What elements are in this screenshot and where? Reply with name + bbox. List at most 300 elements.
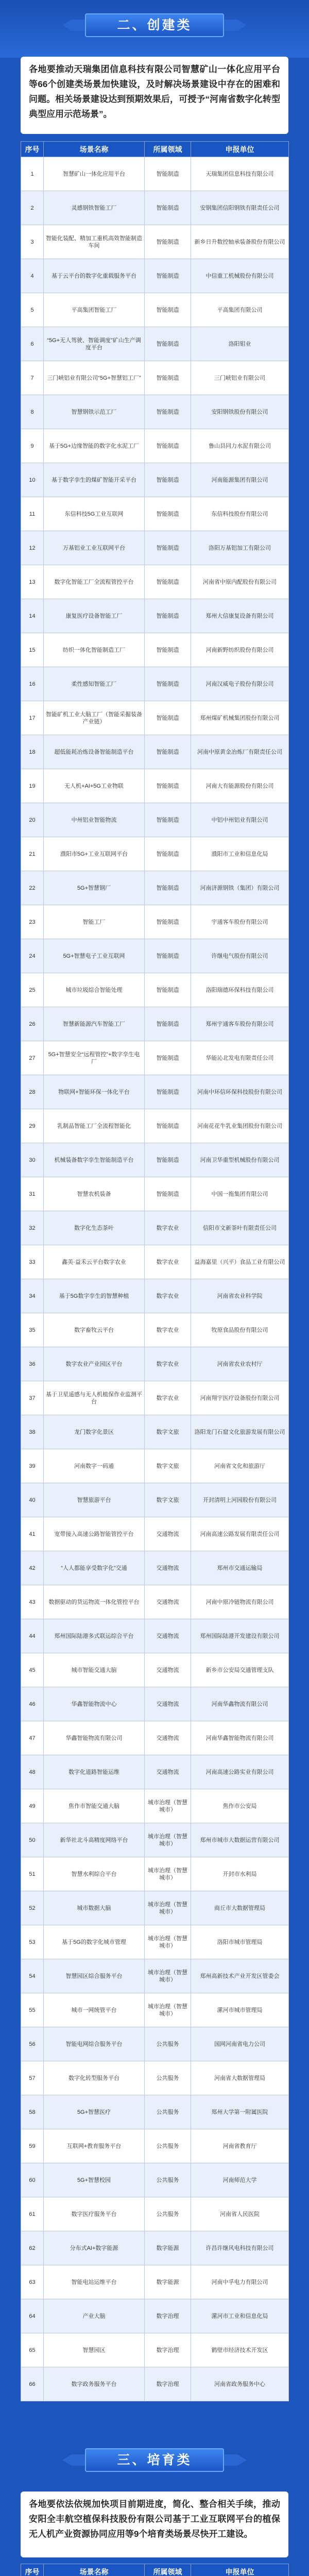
table-row	[21, 565, 289, 599]
cell-scene: 东信科技5G工业互联网	[44, 497, 145, 531]
table-row	[21, 633, 289, 667]
cell-field: 交通物流	[145, 1619, 191, 1653]
cell-index: 4	[21, 259, 44, 293]
cell-field: 智能制造	[145, 191, 191, 225]
cell-index: 30	[21, 1143, 44, 1177]
cell-index: 3	[21, 225, 44, 259]
cell-scene: 数字政务服务平台	[44, 2367, 145, 2401]
cell-field: 数字农业	[145, 1279, 191, 1313]
table-row	[21, 1891, 289, 1925]
cell-scene: 数字化生态茶叶	[44, 1211, 145, 1245]
cell-unit: 华能沁北发电有限责任公司	[191, 1041, 289, 1075]
cell-field: 智能制造	[145, 1041, 191, 1075]
table-row	[21, 395, 289, 429]
table-row	[21, 701, 289, 735]
table-row	[21, 1959, 289, 1993]
cell-scene: 新华社北斗高精度网络平台	[44, 1823, 145, 1857]
cell-field: 智能制造	[145, 259, 191, 293]
cell-unit: 郑州市城市大数据运营有限公司	[191, 1823, 289, 1857]
cell-unit: 牧原食品股份有限公司	[191, 1313, 289, 1347]
cell-scene: 数字化智能工厂全流程管控平台	[44, 565, 145, 599]
table-row	[21, 735, 289, 769]
cell-field: 交通物流	[145, 1551, 191, 1585]
cell-unit: 三门峡铝业有限公司	[191, 361, 289, 395]
table-row	[21, 1007, 289, 1041]
table-row	[21, 2027, 289, 2061]
table-row	[21, 327, 289, 361]
cell-unit: 洛阳市城市管理局	[191, 1925, 289, 1959]
cell-unit: 平高集团有限公司	[191, 293, 289, 327]
cell-scene: “5G+无人驾驶、智能调度”矿山生产调度平台	[44, 327, 145, 361]
cell-scene: 互联网+教育服务平台	[44, 2129, 145, 2163]
table-row	[21, 2129, 289, 2163]
cell-index: 42	[21, 1551, 44, 1585]
cell-unit: 漯河市工业和信息化局	[191, 2299, 289, 2333]
cell-field: 智能制造	[145, 905, 191, 939]
col-header-field: 所属领域	[145, 2564, 191, 2576]
cell-scene: 智能电站运维平台	[44, 2265, 145, 2299]
cell-field: 智能制造	[145, 1143, 191, 1177]
cell-unit: 河南华鑫智能物流有限公司	[191, 1721, 289, 1755]
cell-index: 36	[21, 1347, 44, 1381]
cell-index: 48	[21, 1755, 44, 1789]
cell-field: 数字农业	[145, 1245, 191, 1279]
cell-field: 公共服务	[145, 2163, 191, 2197]
table-row	[21, 2163, 289, 2197]
table-row	[21, 871, 289, 905]
cell-index: 43	[21, 1585, 44, 1619]
cell-index: 16	[21, 667, 44, 701]
cell-field: 智能制造	[145, 157, 191, 191]
cell-index: 54	[21, 1959, 44, 1993]
cell-index: 60	[21, 2163, 44, 2197]
section-title-banner	[85, 13, 224, 37]
cell-unit: 河南新野纺织股份有限公司	[191, 633, 289, 667]
cell-field: 交通物流	[145, 1517, 191, 1551]
cell-unit: 许昌许继风电科技有限公司	[191, 2231, 289, 2265]
table-row	[21, 259, 289, 293]
cell-scene: 华鑫智能物流中心	[44, 1687, 145, 1721]
cell-scene: 智慧旅游平台	[44, 1483, 145, 1517]
cell-index: 44	[21, 1619, 44, 1653]
cell-index: 47	[21, 1721, 44, 1755]
cell-field: 交通物流	[145, 1755, 191, 1789]
cell-scene: 纺织一体化智能制造工厂	[44, 633, 145, 667]
cell-unit: 河南大有能源股份有限公司	[191, 769, 289, 803]
cell-index: 22	[21, 871, 44, 905]
cell-index: 25	[21, 973, 44, 1007]
cell-unit: 新乡市公安局交通管理支队	[191, 1653, 289, 1687]
cell-index: 18	[21, 735, 44, 769]
section-cultivate	[0, 2448, 309, 2472]
cell-field: 交通物流	[145, 1687, 191, 1721]
cell-unit: 开封清明上河园股份有限公司	[191, 1483, 289, 1517]
cell-unit: 郑州大学第一附属医院	[191, 2095, 289, 2129]
cell-field: 数字能源	[145, 2265, 191, 2299]
table-row	[21, 1279, 289, 1313]
cell-index: 40	[21, 1483, 44, 1517]
col-header-scene: 场景名称	[44, 142, 145, 157]
cell-scene: 数字畜牧云平台	[44, 1313, 145, 1347]
cell-scene: 乳制品智能工厂全流程智能化	[44, 1109, 145, 1143]
cell-index: 63	[21, 2265, 44, 2299]
cell-index: 62	[21, 2231, 44, 2265]
cell-unit: 郑州大信康复设备有限公司	[191, 599, 289, 633]
cell-scene: 中州铝业智能物流	[44, 803, 145, 837]
cell-field: 数字治理	[145, 2367, 191, 2401]
cell-field: 智能制造	[145, 497, 191, 531]
cell-field: 智能制造	[145, 667, 191, 701]
cell-unit: 开封市水利局	[191, 1857, 289, 1891]
cell-field: 数字文旅	[145, 1483, 191, 1517]
col-header-index: 序号	[21, 142, 44, 157]
cell-field: 智能制造	[145, 803, 191, 837]
cell-scene: 智慧钢铁示范工厂	[44, 395, 145, 429]
cell-field: 交通物流	[145, 1721, 191, 1755]
cell-unit: 宇通客车股份有限公司	[191, 905, 289, 939]
cell-index: 5	[21, 293, 44, 327]
cell-index: 65	[21, 2333, 44, 2367]
table-row	[21, 191, 289, 225]
cell-unit: 中铝中州铝业有限公司	[191, 803, 289, 837]
cell-unit: 郑州市交通运输局	[191, 1551, 289, 1585]
cell-field: 公共服务	[145, 2197, 191, 2231]
cell-index: 45	[21, 1653, 44, 1687]
cell-unit: 河南省文化和旅游厅	[191, 1449, 289, 1483]
scenario-table-create	[21, 141, 289, 2401]
cell-scene: 龙门数字化景区	[44, 1415, 145, 1449]
cell-field: 公共服务	[145, 2095, 191, 2129]
table-row	[21, 667, 289, 701]
cell-index: 21	[21, 837, 44, 871]
cell-scene: 5G+智慧医疗	[44, 2095, 145, 2129]
cell-field: 智能制造	[145, 871, 191, 905]
table-row	[21, 225, 289, 259]
cell-unit: 中信重工机械股份有限公司	[191, 259, 289, 293]
cell-index: 56	[21, 2027, 44, 2061]
cell-scene: 5G+智慧校园	[44, 2163, 145, 2197]
table-row	[21, 1551, 289, 1585]
cell-unit: 安阳钢铁股份有限公司	[191, 395, 289, 429]
cell-field: 交通物流	[145, 1585, 191, 1619]
cell-index: 55	[21, 1993, 44, 2027]
table-row	[21, 1415, 289, 1449]
cell-scene: 分布式AI+数字能源	[44, 2231, 145, 2265]
table-header-row	[21, 2564, 289, 2576]
cell-field: 数字农业	[145, 1211, 191, 1245]
table-row	[21, 837, 289, 871]
cell-unit: 河南省人民医院	[191, 2197, 289, 2231]
cell-scene: 数据驱动的货运物流一体化管控平台	[44, 1585, 145, 1619]
cell-scene: 灵感钢铁智能工厂	[44, 191, 145, 225]
cell-unit: 河南汉威电子股份有限公司	[191, 667, 289, 701]
table-row	[21, 1619, 289, 1653]
cell-index: 19	[21, 769, 44, 803]
cell-index: 17	[21, 701, 44, 735]
cell-scene: 万基铝业工业互联网平台	[44, 531, 145, 565]
cell-unit: 河南省农业科学院	[191, 1279, 289, 1313]
cell-field: 城市治理（智慧城市）	[145, 1823, 191, 1857]
cell-field: 城市治理（智慧城市）	[145, 1993, 191, 2027]
cell-field: 数字农业	[145, 1347, 191, 1381]
cell-index: 24	[21, 939, 44, 973]
section-intro: 各地要依法依规加快项目前期进度，简化、整合相关手续，推动安阳全丰航空植保科技股份有限公司基于工业互联网平台的植保无人机产业资源协同应用等9个培育类场景尽快开工建设。	[21, 2492, 288, 2557]
cell-scene: 数字化道路智能运维	[44, 1755, 145, 1789]
cell-unit: 河南高速公路发展有限责任公司	[191, 1517, 289, 1551]
cell-scene: 产业大脑	[44, 2299, 145, 2333]
table-row	[21, 1925, 289, 1959]
cell-scene: 数字化转型服务平台	[44, 2061, 145, 2095]
cell-index: 20	[21, 803, 44, 837]
table-row	[21, 905, 289, 939]
table-row	[21, 803, 289, 837]
section-title: 三、培育类	[117, 2453, 192, 2467]
cell-scene: 三门峡铝业有限公司“5G+智慧铝工厂”	[44, 361, 145, 395]
cell-unit: 信阳市文新茶叶有限责任公司	[191, 1211, 289, 1245]
cell-scene: 柔性感知智能工厂	[44, 667, 145, 701]
cell-scene: 城市智能交通大脑	[44, 1653, 145, 1687]
cell-scene: 濮阳市5G+工业互联网平台	[44, 837, 145, 871]
section-create	[0, 13, 309, 37]
cell-index: 34	[21, 1279, 44, 1313]
cell-field: 智能制造	[145, 633, 191, 667]
cell-index: 26	[21, 1007, 44, 1041]
cell-unit: 焦作市公安局	[191, 1789, 289, 1823]
table-row	[21, 769, 289, 803]
cell-unit: 河南中环信环保科技股份有限公司	[191, 1075, 289, 1109]
table-row	[21, 1041, 289, 1075]
cell-scene: 城市一网统管平台	[44, 1993, 145, 2027]
cell-index: 39	[21, 1449, 44, 1483]
cell-scene: 5G+智慧电子工业互联网	[44, 939, 145, 973]
cell-unit: 国网河南省电力公司	[191, 2027, 289, 2061]
cell-index: 1	[21, 157, 44, 191]
table-row	[21, 1721, 289, 1755]
cell-field: 智能制造	[145, 463, 191, 497]
table-row	[21, 2197, 289, 2231]
cell-unit: 漯河市城市管理局	[191, 1993, 289, 2027]
cell-scene: 5G+智慧安全“远程管控”+数字孪生电厂	[44, 1041, 145, 1075]
table-row	[21, 1585, 289, 1619]
cell-scene: 智能工厂	[44, 905, 145, 939]
cell-field: 智能制造	[145, 395, 191, 429]
cell-field: 智能制造	[145, 1109, 191, 1143]
cell-unit: 河南翔宇医疗设备股份有限公司	[191, 1381, 289, 1415]
cell-index: 27	[21, 1041, 44, 1075]
table-row	[21, 361, 289, 395]
table-row	[21, 2231, 289, 2265]
cell-scene: 数字医疗服务平台	[44, 2197, 145, 2231]
cell-field: 智能制造	[145, 361, 191, 395]
cell-index: 32	[21, 1211, 44, 1245]
cell-unit: 郑州煤矿机械集团股份有限公司	[191, 701, 289, 735]
cell-field: 智能制造	[145, 1177, 191, 1211]
cell-scene: 平高集团智能工厂	[44, 293, 145, 327]
cell-unit: 鹤壁市经济技术开发区	[191, 2333, 289, 2367]
cell-field: 数字农业	[145, 1313, 191, 1347]
cell-index: 2	[21, 191, 44, 225]
cell-scene: 数字农业产业园区平台	[44, 1347, 145, 1381]
cell-field: 智能制造	[145, 225, 191, 259]
cell-scene: 智慧水利综合平台	[44, 1857, 145, 1891]
table-row	[21, 2299, 289, 2333]
cell-scene: 基于5G+边缘智能的数字化水泥工厂	[44, 429, 145, 463]
cell-field: 数字文旅	[145, 1449, 191, 1483]
cell-unit: 洛阳龙门石窟文化旅游发展有限公司	[191, 1415, 289, 1449]
table-row	[21, 157, 289, 191]
cell-unit: 河南花花牛乳业集团股份有限公司	[191, 1109, 289, 1143]
cell-unit: 河南省农业农村厅	[191, 1347, 289, 1381]
col-header-scene: 场景名称	[44, 2564, 145, 2576]
cell-unit: 河南济源钢铁（集团）有限公司	[191, 871, 289, 905]
cell-scene: 超低能耗冶炼设备智能制造平台	[44, 735, 145, 769]
cell-unit: 益海嘉里（兴平）食品工业有限公司	[191, 1245, 289, 1279]
cell-scene: 物联网+智能环保一体化平台	[44, 1075, 145, 1109]
cell-scene: 基于5G数字孪生的智慧种植	[44, 1279, 145, 1313]
table-row	[21, 1211, 289, 1245]
cell-index: 37	[21, 1381, 44, 1415]
table-row	[21, 599, 289, 633]
cell-field: 智能制造	[145, 599, 191, 633]
table-row	[21, 1347, 289, 1381]
cell-index: 59	[21, 2129, 44, 2163]
cell-field: 智能制造	[145, 293, 191, 327]
cell-index: 13	[21, 565, 44, 599]
cell-scene: 康复医疗设备智能工厂	[44, 599, 145, 633]
cell-field: 城市治理（智慧城市）	[145, 1857, 191, 1891]
cell-index: 50	[21, 1823, 44, 1857]
cell-unit: 河南省教育厅	[191, 2129, 289, 2163]
cell-scene: 智慧新能源汽车智能工厂	[44, 1007, 145, 1041]
cell-index: 9	[21, 429, 44, 463]
cell-index: 12	[21, 531, 44, 565]
cell-index: 53	[21, 1925, 44, 1959]
col-header-field: 所属领域	[145, 142, 191, 157]
cell-unit: 洛阳万基铝加工有限公司	[191, 531, 289, 565]
table-row	[21, 1687, 289, 1721]
cell-scene: 鑫美·益禾云平台数字农业	[44, 1245, 145, 1279]
cell-unit: 河南省政务服务中心	[191, 2367, 289, 2401]
cell-unit: 洛阳钼业	[191, 327, 289, 361]
cell-unit: 商丘市大数据管理局	[191, 1891, 289, 1925]
table-row	[21, 293, 289, 327]
cell-index: 29	[21, 1109, 44, 1143]
cell-field: 智能制造	[145, 531, 191, 565]
cell-unit: 郑州宇通客车股份有限公司	[191, 1007, 289, 1041]
cell-unit: 河南卫华重型机械股份有限公司	[191, 1143, 289, 1177]
cell-field: 智能制造	[145, 1075, 191, 1109]
table-row	[21, 1755, 289, 1789]
table-row	[21, 1789, 289, 1823]
cell-field: 智能制造	[145, 565, 191, 599]
cell-index: 35	[21, 1313, 44, 1347]
cell-unit: 安钢集团信阳钢铁有限责任公司	[191, 191, 289, 225]
cell-index: 33	[21, 1245, 44, 1279]
cell-index: 64	[21, 2299, 44, 2333]
table-row	[21, 1313, 289, 1347]
section-title: 二、创建类	[117, 18, 192, 32]
cell-scene: 机械装备数字孪生智能制造平台	[44, 1143, 145, 1177]
cell-index: 66	[21, 2367, 44, 2401]
table-row	[21, 1653, 289, 1687]
cell-unit: 东信科技股份有限公司	[191, 497, 289, 531]
cell-scene: 智能电网综合服务平台	[44, 2027, 145, 2061]
cell-index: 41	[21, 1517, 44, 1551]
table-row	[21, 429, 289, 463]
cell-index: 58	[21, 2095, 44, 2129]
cell-index: 52	[21, 1891, 44, 1925]
cell-index: 8	[21, 395, 44, 429]
cell-index: 38	[21, 1415, 44, 1449]
cell-scene: 智慧农机装备	[44, 1177, 145, 1211]
cell-scene: 无人机+AI+5G工业物联	[44, 769, 145, 803]
cell-unit: 河南师范大学	[191, 2163, 289, 2197]
cell-scene: “人人都能享受数字化”交通	[44, 1551, 145, 1585]
table-row	[21, 2265, 289, 2299]
table-row	[21, 1381, 289, 1415]
cell-field: 智能制造	[145, 735, 191, 769]
cell-unit: 中国一拖集团有限公司	[191, 1177, 289, 1211]
table-row	[21, 1993, 289, 2027]
table-row	[21, 463, 289, 497]
table-row	[21, 1075, 289, 1109]
cell-scene: 基于5G的数字化城市管理	[44, 1925, 145, 1959]
section-intro: 各地要推动天瑞集团信息科技有限公司智慧矿山一体化应用平台等66个创建类场景加快建设，及时解决场景建设中存在的困难和问题。相关场景建设达到预期效果后，可授予“河南省数字化转型典型应用示范场景”。	[21, 57, 288, 134]
cell-field: 智能制造	[145, 973, 191, 1007]
cell-unit: 许继电气股份有限公司	[191, 939, 289, 973]
cell-unit: 河南省大数据管理局	[191, 2061, 289, 2095]
cell-index: 15	[21, 633, 44, 667]
cell-field: 智能制造	[145, 837, 191, 871]
cell-field: 数字文旅	[145, 1415, 191, 1449]
table-row	[21, 1245, 289, 1279]
cell-field: 公共服务	[145, 2129, 191, 2163]
cell-field: 交通物流	[145, 1653, 191, 1687]
cell-unit: 洛阳瑞德环保科技有限公司	[191, 973, 289, 1007]
cell-field: 城市治理（智慧城市）	[145, 1789, 191, 1823]
cell-index: 7	[21, 361, 44, 395]
col-header-unit: 申报单位	[191, 2564, 289, 2576]
cell-scene: 基于数字孪生的煤矿智能开采平台	[44, 463, 145, 497]
cell-field: 数字治理	[145, 2333, 191, 2367]
cell-unit: 河南高速公路实业有限公司	[191, 1755, 289, 1789]
table-row	[21, 1177, 289, 1211]
cell-scene: 郑州国际陆港多式联运综合平台	[44, 1619, 145, 1653]
table-row	[21, 1483, 289, 1517]
cell-field: 城市治理（智慧城市）	[145, 1925, 191, 1959]
table-row	[21, 939, 289, 973]
cell-index: 11	[21, 497, 44, 531]
col-header-index: 序号	[21, 2564, 44, 2576]
cell-scene: 基于卫星遥感与无人机植保作业监测平台	[44, 1381, 145, 1415]
cell-scene: 基于云平台的数字化重载服务平台	[44, 259, 145, 293]
table-row	[21, 1517, 289, 1551]
cell-field: 城市治理（智慧城市）	[145, 1891, 191, 1925]
cell-scene: 智能化装配、精加工重机高效智能制造车间	[44, 225, 145, 259]
cell-unit: 河南中原黄金冶炼厂有限责任公司	[191, 735, 289, 769]
cell-unit: 河南中原冷链物流有限公司	[191, 1585, 289, 1619]
cell-field: 智能制造	[145, 701, 191, 735]
cell-scene: 5G+智慧钢厂	[44, 871, 145, 905]
cell-field: 数字治理	[145, 2299, 191, 2333]
cell-index: 49	[21, 1789, 44, 1823]
table-row	[21, 2367, 289, 2401]
cell-index: 28	[21, 1075, 44, 1109]
table-row	[21, 973, 289, 1007]
table-row	[21, 1449, 289, 1483]
cell-scene: 城市数据大脑	[44, 1891, 145, 1925]
cell-field: 智能制造	[145, 327, 191, 361]
